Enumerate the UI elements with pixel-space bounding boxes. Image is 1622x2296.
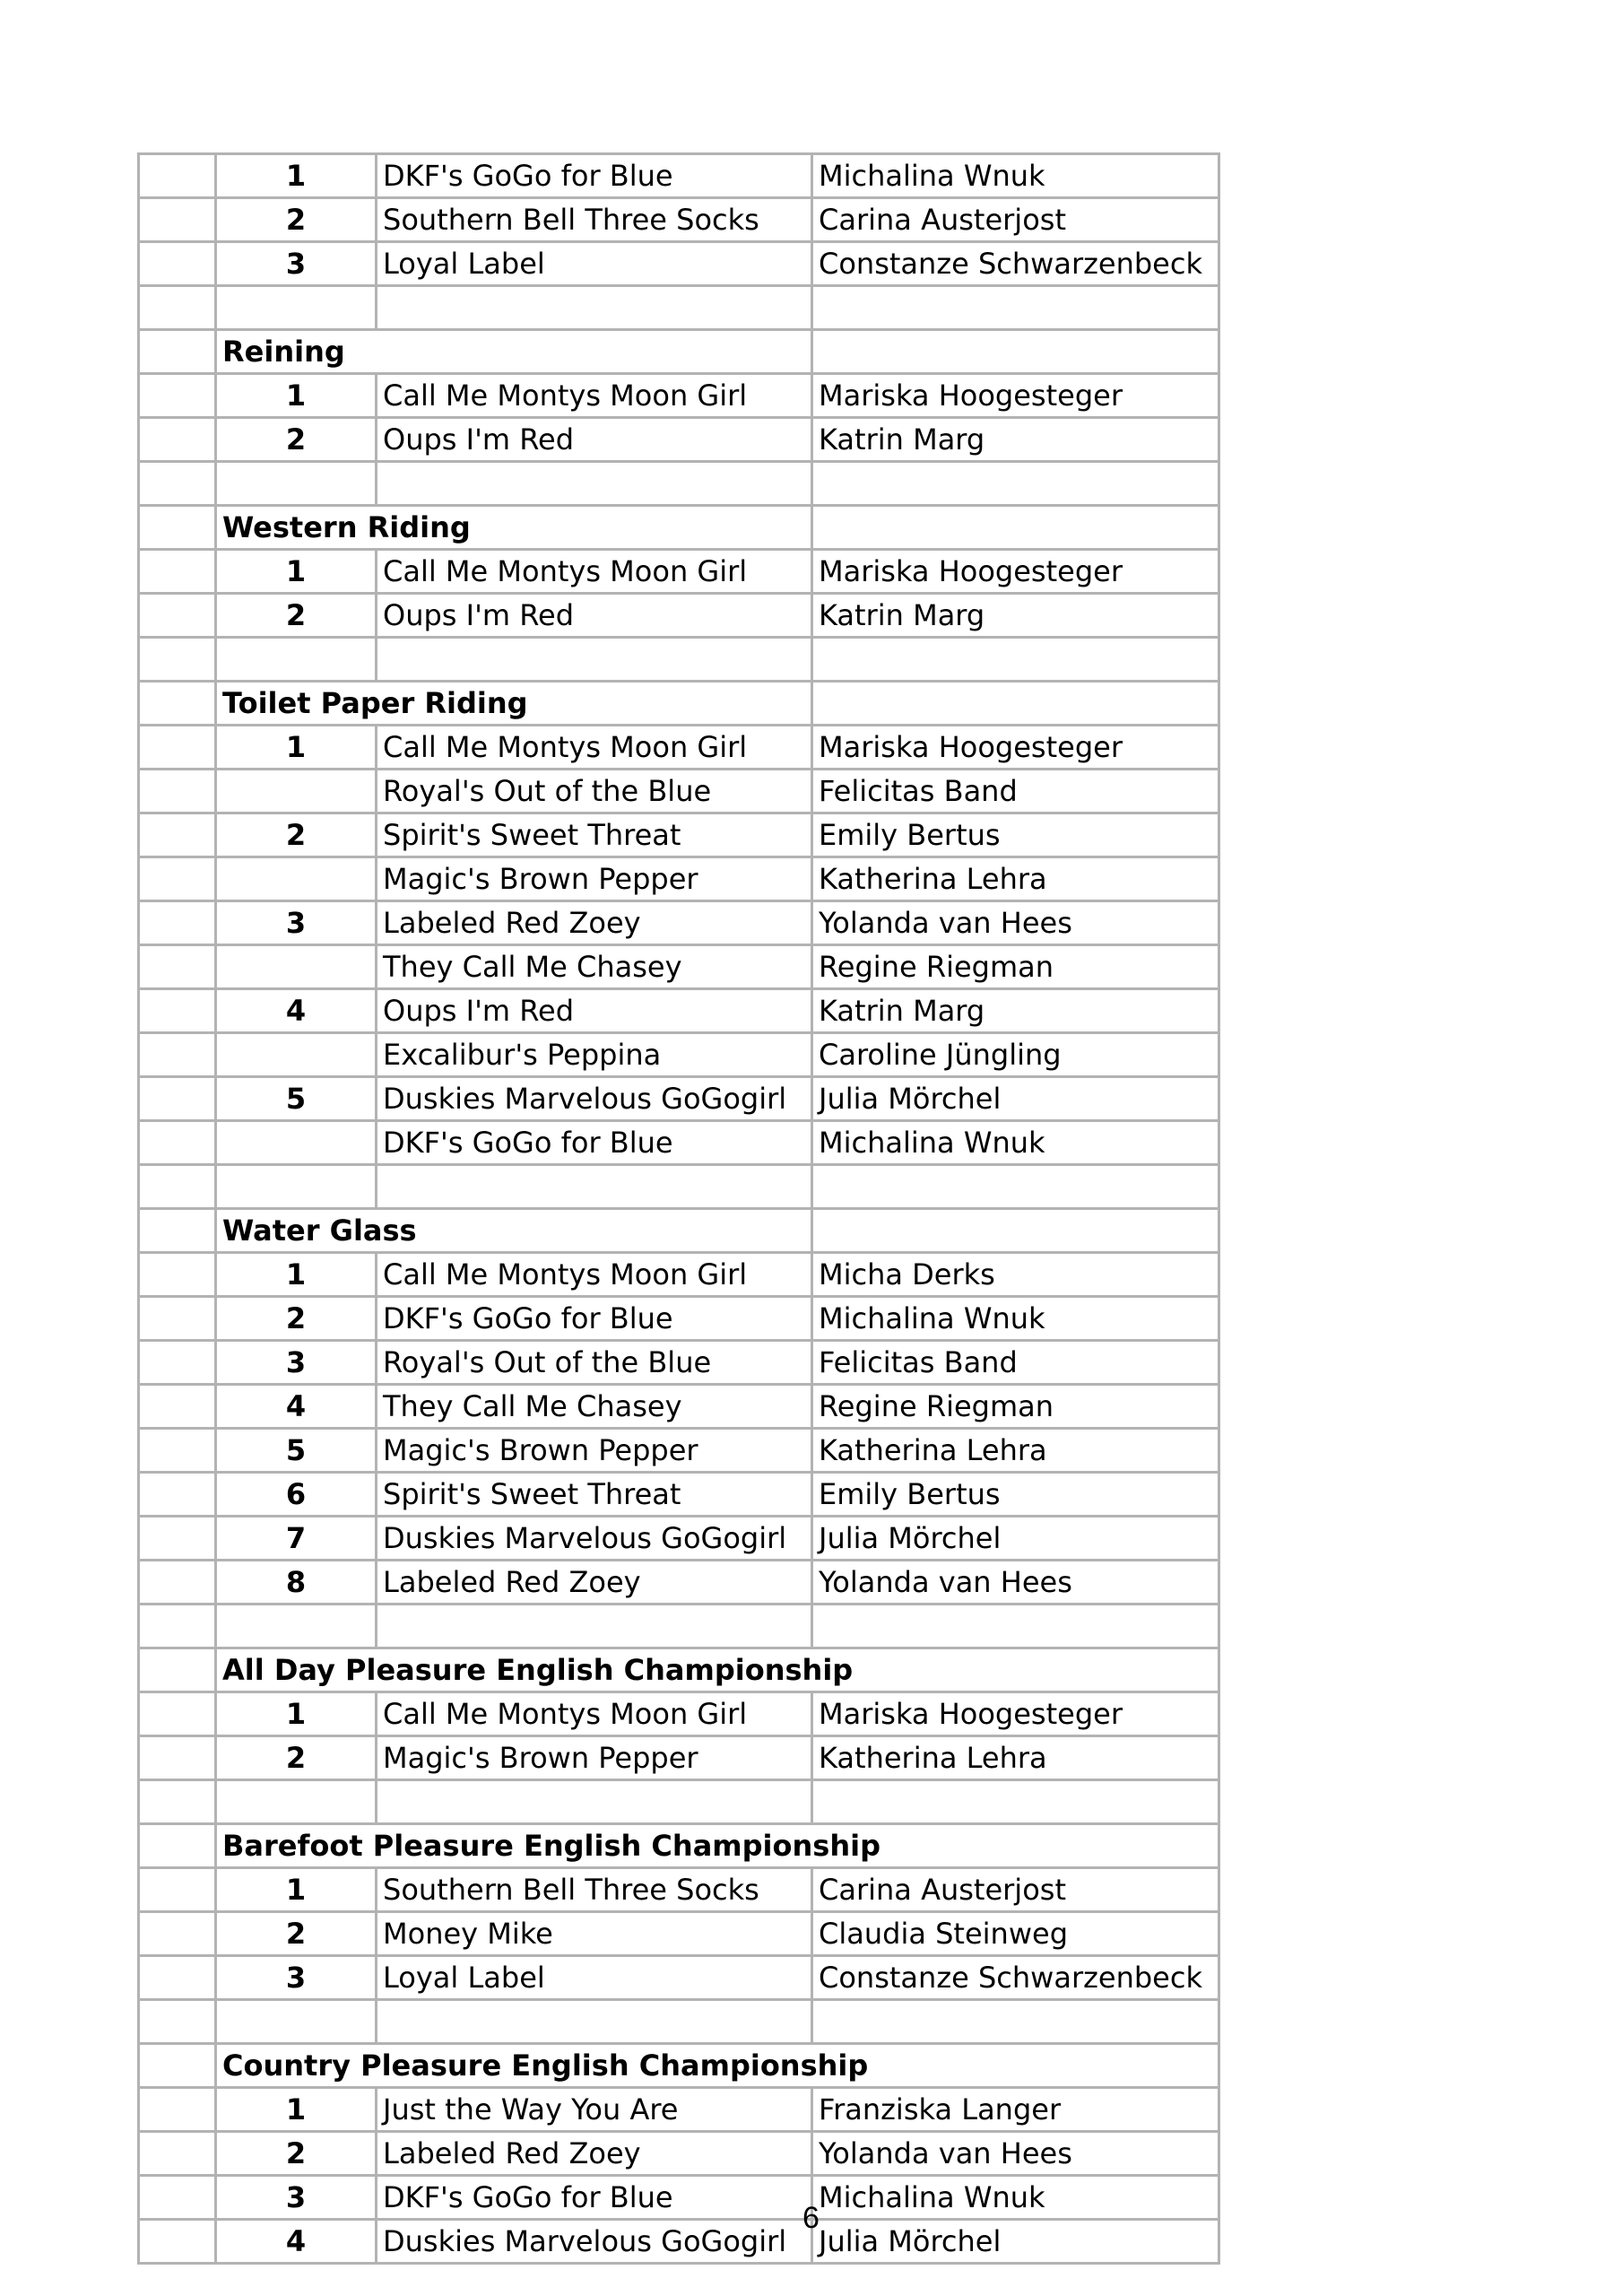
margin-cell: [139, 1297, 216, 1341]
margin-cell: [139, 1429, 216, 1473]
rider-name-cell: Constanze Schwarzenbeck: [812, 1956, 1219, 2000]
horse-name-cell: Magic's Brown Pepper: [377, 1736, 812, 1780]
class-title: Reining: [216, 330, 812, 374]
result-row: [139, 594, 1219, 638]
result-row: [139, 1429, 1219, 1473]
result-row: [139, 945, 1219, 989]
empty-cell: [812, 286, 1219, 330]
empty-cell: [216, 1605, 377, 1648]
result-row: [139, 1517, 1219, 1561]
result-row: [139, 154, 1219, 198]
placing-cell: 5: [216, 1077, 377, 1121]
placing-cell: 2: [216, 594, 377, 638]
result-row: [139, 857, 1219, 901]
margin-cell: [139, 1473, 216, 1517]
horse-name-cell: Royal's Out of the Blue: [377, 770, 812, 813]
empty-cell: [812, 462, 1219, 506]
horse-name-cell: Duskies Marvelous GoGogirl: [377, 1077, 812, 1121]
margin-cell: [139, 594, 216, 638]
placing-cell: 1: [216, 550, 377, 594]
empty-cell: [812, 330, 1219, 374]
margin-cell: [139, 1692, 216, 1736]
margin-cell: [139, 1736, 216, 1780]
margin-cell: [139, 2044, 216, 2088]
result-row: [139, 418, 1219, 462]
result-row: [139, 1561, 1219, 1605]
result-row: [139, 550, 1219, 594]
empty-cell: [216, 462, 377, 506]
horse-name-cell: Call Me Montys Moon Girl: [377, 550, 812, 594]
horse-name-cell: Oups I'm Red: [377, 594, 812, 638]
rider-name-cell: Yolanda van Hees: [812, 1561, 1219, 1605]
rider-name-cell: Katrin Marg: [812, 418, 1219, 462]
placing-cell: 6: [216, 1473, 377, 1517]
placing-cell: 2: [216, 2132, 377, 2176]
empty-cell: [812, 2000, 1219, 2044]
margin-cell: [139, 1561, 216, 1605]
empty-cell: [377, 1605, 812, 1648]
empty-cell: [377, 1780, 812, 1824]
placing-cell: 2: [216, 813, 377, 857]
class-heading-row: [139, 1648, 1219, 1692]
placing-cell: 3: [216, 242, 377, 286]
horse-name-cell: DKF's GoGo for Blue: [377, 1297, 812, 1341]
result-row: [139, 1341, 1219, 1385]
empty-cell: [377, 1165, 812, 1209]
placing-cell: 2: [216, 1736, 377, 1780]
rider-name-cell: Regine Riegman: [812, 1385, 1219, 1429]
rider-name-cell: Michalina Wnuk: [812, 2176, 1219, 2220]
horse-name-cell: Oups I'm Red: [377, 989, 812, 1033]
result-row: [139, 901, 1219, 945]
margin-cell: [139, 286, 216, 330]
result-row: [139, 242, 1219, 286]
rider-name-cell: Mariska Hoogesteger: [812, 1692, 1219, 1736]
horse-name-cell: Spirit's Sweet Threat: [377, 813, 812, 857]
margin-cell: [139, 1385, 216, 1429]
margin-cell: [139, 2132, 216, 2176]
rider-name-cell: Katherina Lehra: [812, 857, 1219, 901]
margin-cell: [139, 1605, 216, 1648]
rider-name-cell: Emily Bertus: [812, 813, 1219, 857]
result-row: [139, 1868, 1219, 1912]
class-title: Western Riding: [216, 506, 812, 550]
margin-cell: [139, 638, 216, 682]
horse-name-cell: Southern Bell Three Socks: [377, 198, 812, 242]
margin-cell: [139, 2088, 216, 2132]
spacer-row: [139, 1780, 1219, 1824]
result-row: [139, 1956, 1219, 2000]
result-row: [139, 1033, 1219, 1077]
class-heading-row: [139, 2044, 1219, 2088]
results-table-body: [139, 154, 1219, 2264]
empty-cell: [216, 1780, 377, 1824]
class-heading-row: [139, 1824, 1219, 1868]
empty-cell: [216, 1165, 377, 1209]
margin-cell: [139, 198, 216, 242]
horse-name-cell: Call Me Montys Moon Girl: [377, 374, 812, 418]
rider-name-cell: Claudia Steinweg: [812, 1912, 1219, 1956]
class-heading-row: [139, 1209, 1219, 1253]
horse-name-cell: Labeled Red Zoey: [377, 2132, 812, 2176]
placing-cell: [216, 770, 377, 813]
placing-cell: [216, 1121, 377, 1165]
margin-cell: [139, 330, 216, 374]
empty-cell: [812, 1780, 1219, 1824]
rider-name-cell: Carina Austerjost: [812, 198, 1219, 242]
horse-name-cell: Call Me Montys Moon Girl: [377, 1253, 812, 1297]
rider-name-cell: Yolanda van Hees: [812, 901, 1219, 945]
placing-cell: 2: [216, 198, 377, 242]
placing-cell: 8: [216, 1561, 377, 1605]
result-row: [139, 770, 1219, 813]
horse-name-cell: Duskies Marvelous GoGogirl: [377, 1517, 812, 1561]
placing-cell: 1: [216, 2088, 377, 2132]
margin-cell: [139, 770, 216, 813]
margin-cell: [139, 550, 216, 594]
placing-cell: 1: [216, 154, 377, 198]
empty-cell: [377, 638, 812, 682]
horse-name-cell: Duskies Marvelous GoGogirl: [377, 2220, 812, 2264]
placing-cell: 4: [216, 989, 377, 1033]
result-row: [139, 198, 1219, 242]
horse-name-cell: Labeled Red Zoey: [377, 901, 812, 945]
rider-name-cell: Michalina Wnuk: [812, 1121, 1219, 1165]
horse-name-cell: Labeled Red Zoey: [377, 1561, 812, 1605]
result-row: [139, 1297, 1219, 1341]
rider-name-cell: Constanze Schwarzenbeck: [812, 242, 1219, 286]
horse-name-cell: Royal's Out of the Blue: [377, 1341, 812, 1385]
placing-cell: 1: [216, 1253, 377, 1297]
margin-cell: [139, 1121, 216, 1165]
class-heading-row: [139, 682, 1219, 726]
result-row: [139, 1912, 1219, 1956]
empty-cell: [812, 682, 1219, 726]
class-title: All Day Pleasure English Championship: [216, 1648, 1219, 1692]
margin-cell: [139, 1824, 216, 1868]
margin-cell: [139, 945, 216, 989]
result-row: [139, 989, 1219, 1033]
spacer-row: [139, 638, 1219, 682]
placing-cell: 3: [216, 1341, 377, 1385]
class-title: Country Pleasure English Championship: [216, 2044, 1219, 2088]
results-table: [137, 152, 1220, 2265]
margin-cell: [139, 989, 216, 1033]
result-row: [139, 1253, 1219, 1297]
result-row: [139, 1736, 1219, 1780]
placing-cell: [216, 945, 377, 989]
rider-name-cell: Julia Mörchel: [812, 1517, 1219, 1561]
margin-cell: [139, 506, 216, 550]
rider-name-cell: Carina Austerjost: [812, 1868, 1219, 1912]
rider-name-cell: Katherina Lehra: [812, 1429, 1219, 1473]
horse-name-cell: Oups I'm Red: [377, 418, 812, 462]
result-row: [139, 374, 1219, 418]
rider-name-cell: Caroline Jüngling: [812, 1033, 1219, 1077]
rider-name-cell: Julia Mörchel: [812, 1077, 1219, 1121]
rider-name-cell: Emily Bertus: [812, 1473, 1219, 1517]
rider-name-cell: Katrin Marg: [812, 989, 1219, 1033]
spacer-row: [139, 1165, 1219, 1209]
margin-cell: [139, 2000, 216, 2044]
rider-name-cell: Regine Riegman: [812, 945, 1219, 989]
margin-cell: [139, 462, 216, 506]
margin-cell: [139, 1956, 216, 2000]
margin-cell: [139, 1868, 216, 1912]
rider-name-cell: Mariska Hoogesteger: [812, 726, 1219, 770]
result-row: [139, 2132, 1219, 2176]
horse-name-cell: DKF's GoGo for Blue: [377, 2176, 812, 2220]
horse-name-cell: Spirit's Sweet Threat: [377, 1473, 812, 1517]
horse-name-cell: Magic's Brown Pepper: [377, 1429, 812, 1473]
result-row: [139, 1692, 1219, 1736]
placing-cell: 1: [216, 374, 377, 418]
result-row: [139, 1385, 1219, 1429]
margin-cell: [139, 1912, 216, 1956]
margin-cell: [139, 1648, 216, 1692]
margin-cell: [139, 1077, 216, 1121]
placing-cell: 1: [216, 1868, 377, 1912]
rider-name-cell: Yolanda van Hees: [812, 2132, 1219, 2176]
placing-cell: 1: [216, 1692, 377, 1736]
class-heading-row: [139, 506, 1219, 550]
rider-name-cell: Katherina Lehra: [812, 1736, 1219, 1780]
result-row: [139, 1121, 1219, 1165]
class-title: Water Glass: [216, 1209, 812, 1253]
margin-cell: [139, 1341, 216, 1385]
placing-cell: [216, 1033, 377, 1077]
horse-name-cell: They Call Me Chasey: [377, 1385, 812, 1429]
class-heading-row: [139, 330, 1219, 374]
empty-cell: [216, 2000, 377, 2044]
placing-cell: 2: [216, 1912, 377, 1956]
margin-cell: [139, 1033, 216, 1077]
placing-cell: 2: [216, 418, 377, 462]
placing-cell: 3: [216, 1956, 377, 2000]
rider-name-cell: Katrin Marg: [812, 594, 1219, 638]
rider-name-cell: Michalina Wnuk: [812, 1297, 1219, 1341]
placing-cell: [216, 857, 377, 901]
result-row: [139, 1473, 1219, 1517]
placing-cell: 3: [216, 2176, 377, 2220]
rider-name-cell: Julia Mörchel: [812, 2220, 1219, 2264]
margin-cell: [139, 1165, 216, 1209]
rider-name-cell: Felicitas Band: [812, 1341, 1219, 1385]
spacer-row: [139, 462, 1219, 506]
margin-cell: [139, 726, 216, 770]
margin-cell: [139, 374, 216, 418]
horse-name-cell: Loyal Label: [377, 1956, 812, 2000]
empty-cell: [377, 462, 812, 506]
horse-name-cell: They Call Me Chasey: [377, 945, 812, 989]
margin-cell: [139, 154, 216, 198]
margin-cell: [139, 1209, 216, 1253]
placing-cell: 2: [216, 1297, 377, 1341]
margin-cell: [139, 1780, 216, 1824]
margin-cell: [139, 857, 216, 901]
result-row: [139, 1077, 1219, 1121]
page-number: 6: [802, 2201, 820, 2235]
horse-name-cell: DKF's GoGo for Blue: [377, 154, 812, 198]
result-row: [139, 726, 1219, 770]
margin-cell: [139, 682, 216, 726]
margin-cell: [139, 242, 216, 286]
placing-cell: 7: [216, 1517, 377, 1561]
class-title: Toilet Paper Riding: [216, 682, 812, 726]
placing-cell: 3: [216, 901, 377, 945]
horse-name-cell: Money Mike: [377, 1912, 812, 1956]
horse-name-cell: Just the Way You Are: [377, 2088, 812, 2132]
horse-name-cell: DKF's GoGo for Blue: [377, 1121, 812, 1165]
result-row: [139, 813, 1219, 857]
empty-cell: [812, 506, 1219, 550]
class-title: Barefoot Pleasure English Championship: [216, 1824, 1219, 1868]
rider-name-cell: Michalina Wnuk: [812, 154, 1219, 198]
rider-name-cell: Mariska Hoogesteger: [812, 374, 1219, 418]
horse-name-cell: Call Me Montys Moon Girl: [377, 726, 812, 770]
placing-cell: 5: [216, 1429, 377, 1473]
margin-cell: [139, 418, 216, 462]
placing-cell: 4: [216, 1385, 377, 1429]
empty-cell: [812, 1605, 1219, 1648]
empty-cell: [377, 2000, 812, 2044]
margin-cell: [139, 1517, 216, 1561]
result-row: [139, 2088, 1219, 2132]
empty-cell: [812, 1165, 1219, 1209]
rider-name-cell: Felicitas Band: [812, 770, 1219, 813]
rider-name-cell: Micha Derks: [812, 1253, 1219, 1297]
empty-cell: [216, 286, 377, 330]
horse-name-cell: Southern Bell Three Socks: [377, 1868, 812, 1912]
placing-cell: 1: [216, 726, 377, 770]
horse-name-cell: Magic's Brown Pepper: [377, 857, 812, 901]
horse-name-cell: Loyal Label: [377, 242, 812, 286]
empty-cell: [812, 638, 1219, 682]
spacer-row: [139, 286, 1219, 330]
spacer-row: [139, 1605, 1219, 1648]
horse-name-cell: Excalibur's Peppina: [377, 1033, 812, 1077]
empty-cell: [377, 286, 812, 330]
margin-cell: [139, 1253, 216, 1297]
rider-name-cell: Mariska Hoogesteger: [812, 550, 1219, 594]
empty-cell: [216, 638, 377, 682]
margin-cell: [139, 901, 216, 945]
rider-name-cell: Franziska Langer: [812, 2088, 1219, 2132]
empty-cell: [812, 1209, 1219, 1253]
placing-cell: 4: [216, 2220, 377, 2264]
horse-name-cell: Call Me Montys Moon Girl: [377, 1692, 812, 1736]
margin-cell: [139, 813, 216, 857]
spacer-row: [139, 2000, 1219, 2044]
